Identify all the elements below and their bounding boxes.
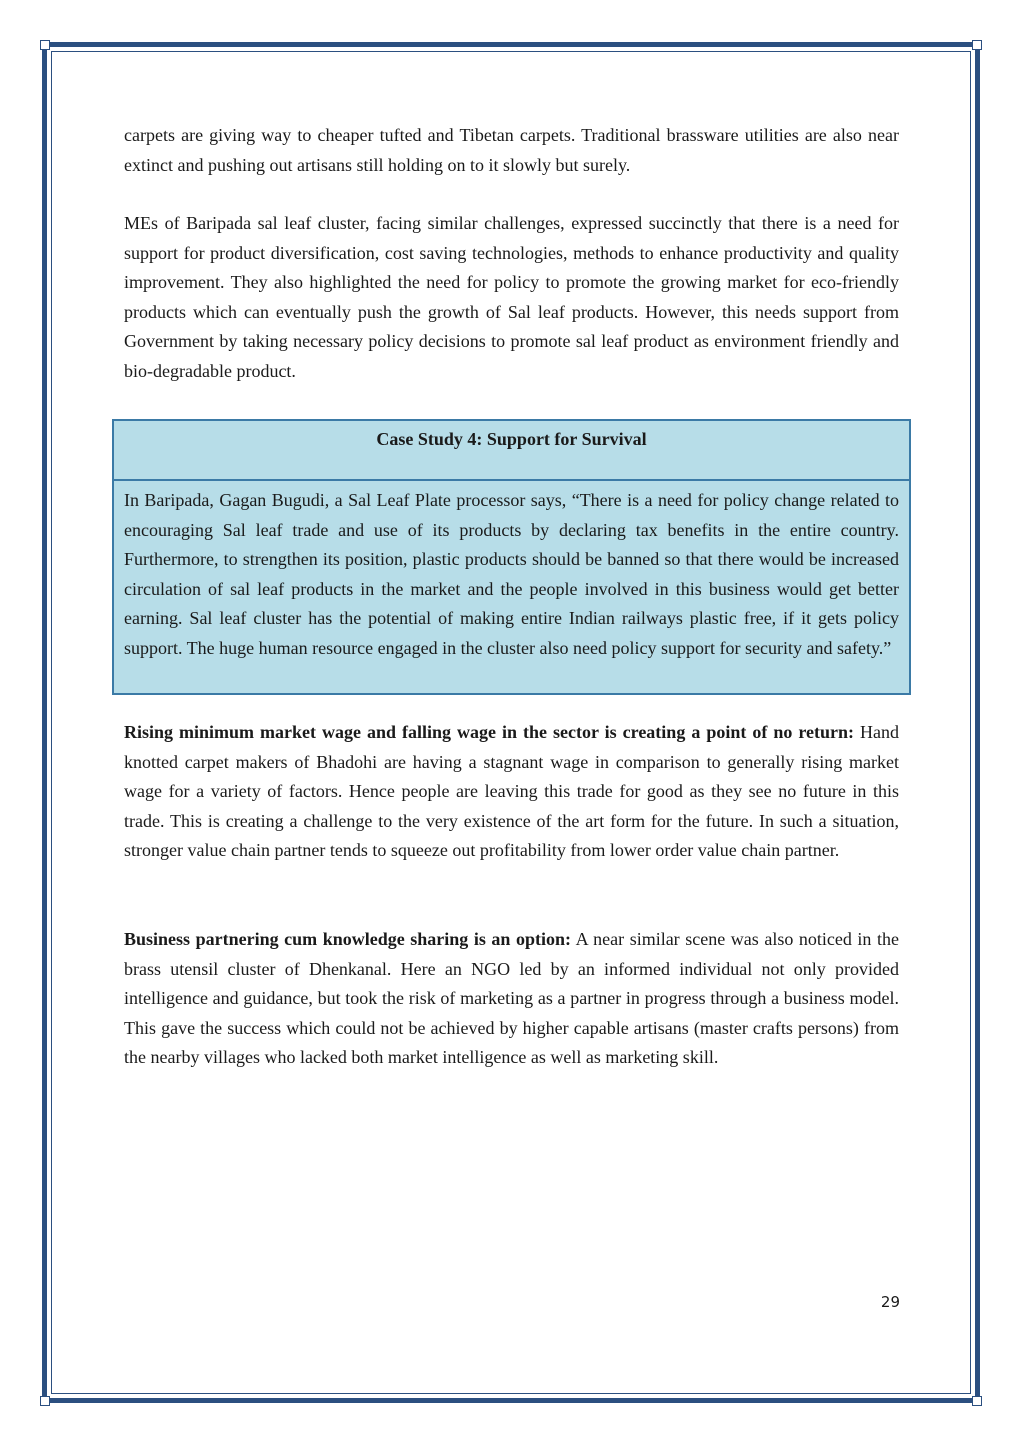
paragraph-carpets-brassware (124, 121, 899, 180)
paragraph-lead-heading: Rising minimum market wage and falling wage in the sector is creating a point of no return: (124, 722, 854, 742)
paragraph-text (124, 718, 899, 866)
paragraph-baripada-sal-leaf (124, 209, 899, 387)
paragraph-body-text: Hand knotted carpet makers of Bhadohi are having a stagnant wage in comparison to generally rising market wage for a variety of factors. Hence people are leaving this trade for good as they see no future in this trade. This is creating a challenge to the very existence of the art form for the future. In such a situation, stronger value chain partner tends to squeeze out profitability from lower order value chain partner. (124, 722, 899, 861)
frame-corner-top-left (40, 40, 50, 50)
paragraph-rising-wage (124, 718, 899, 866)
paragraph-lead-heading: Business partnering cum knowledge sharing is an option: (124, 929, 572, 949)
case-study-box (112, 419, 911, 695)
paragraph-business-partnering (124, 925, 899, 1073)
case-study-title: Case Study 4: Support for Survival (114, 421, 909, 481)
paragraph-text (124, 925, 899, 1073)
case-study-body: In Baripada, Gagan Bugudi, a Sal Leaf Plate processor says, “There is a need for policy change related to encouraging Sal leaf trade and use of its products by declaring tax benefits in the entire country. Furthermore, to strengthen its position, plastic products should be banned so that there would be increased circulation of sal leaf products in the market and the people involved in this business would get better earning. Sal leaf cluster has the potential of making entire Indian railways plastic free, if it gets policy support. The huge human resource engaged in the cluster also need policy support for security and safety.” (124, 490, 899, 658)
paragraph-text: carpets are giving way to cheaper tufted and Tibetan carpets. Traditional brassware utilities are also near extinct and pushing out artisans still holding on to it slowly but surely. (124, 125, 899, 175)
frame-corner-bottom-right (972, 1396, 982, 1406)
paragraph-text: MEs of Baripada sal leaf cluster, facing similar challenges, expressed succinctly that there is a need for support for product diversification, cost saving technologies, methods to enhance productivity and quality improvement. They also highlighted the need for policy to promote the growing market for eco-friendly products which can eventually push the growth of Sal leaf products. However, this needs support from Government by taking necessary policy decisions to promote sal leaf product as environment friendly and bio-degradable product. (124, 213, 899, 381)
paragraph-body-text: A near similar scene was also noticed in the brass utensil cluster of Dhenkanal. Here an NGO led by an informed individual not only provided intelligence and guidance, but took the risk of marketing as a partner in progress through a business model. This gave the success which could not be achieved by higher capable artisans (master crafts persons) from the nearby villages who lacked both market intelligence as well as marketing skill. (124, 929, 899, 1068)
frame-corner-bottom-left (40, 1396, 50, 1406)
frame-corner-top-right (972, 40, 982, 50)
page-number: 29 (880, 1293, 900, 1311)
